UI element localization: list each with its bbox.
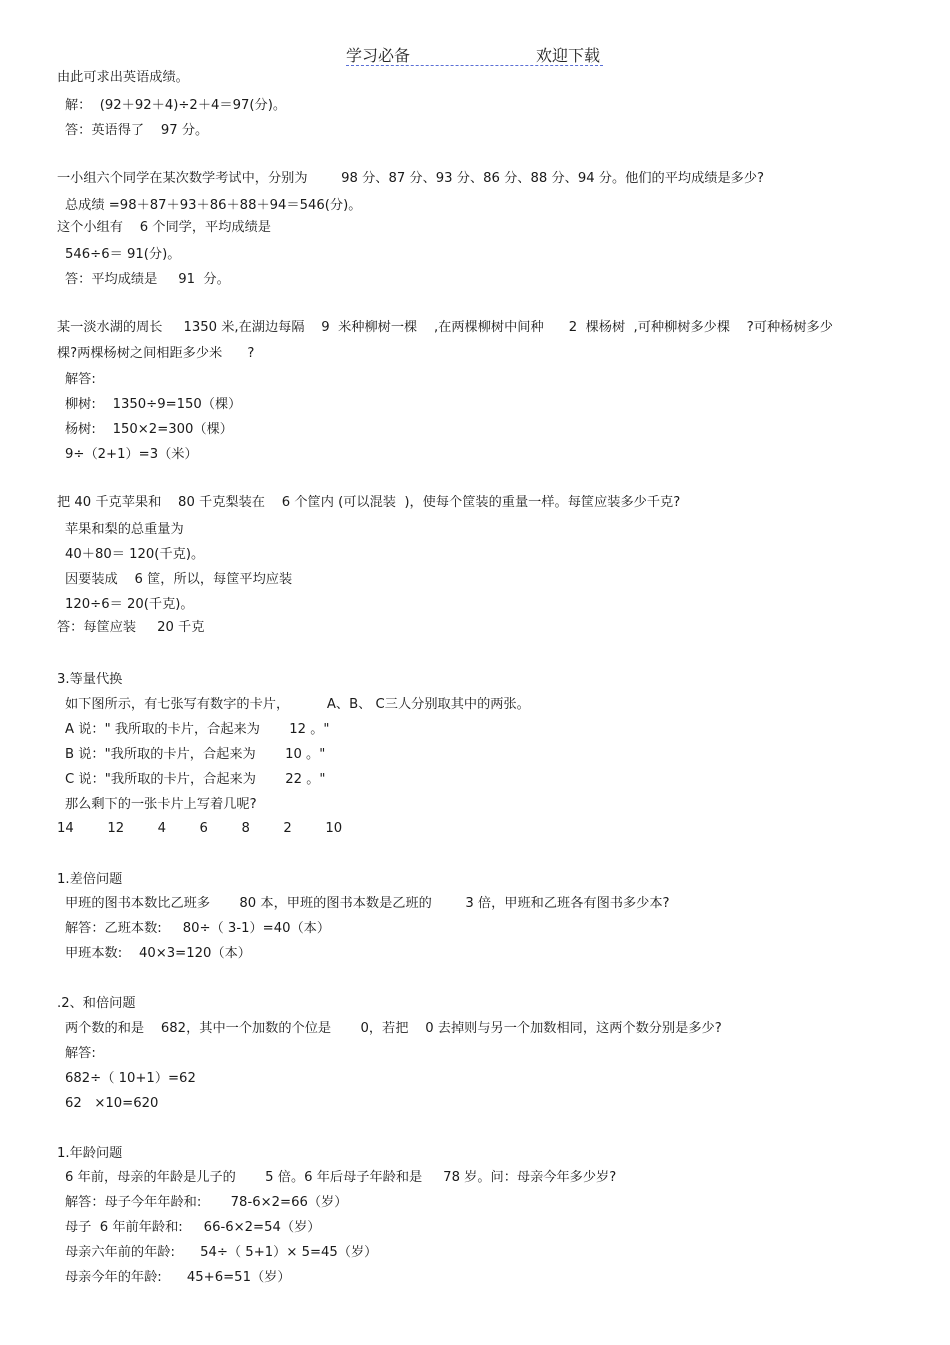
text-line: 某一淡水湖的周长 1350 米,在湖边每隔 9 米种柳树一棵 ,在两棵柳树中间种 2 棵杨树 ,可种柳树多少棵 ?可种杨树多少	[57, 320, 833, 335]
header-right-text: 欢迎下载	[535, 46, 600, 65]
text-line: 682÷（ 10+1）=62	[65, 1071, 196, 1086]
text-line: 杨树: 150×2=300（棵）	[65, 422, 233, 437]
text-line: 解答：母子今年年龄和: 78-6×2=66（岁）	[65, 1195, 348, 1210]
text-line: 解答：乙班本数: 80÷（ 3-1）=40（本）	[65, 921, 331, 936]
text-line: B 说："我所取的卡片，合起来为 10 。"	[65, 747, 326, 762]
text-line: 62 ×10=620	[65, 1096, 159, 1111]
header-left-text: 学习必备	[346, 46, 411, 65]
text-line: 这个小组有 6 个同学，平均成绩是	[57, 220, 271, 235]
text-line: 解： (92＋92＋4)÷2＋4＝97(分)。	[65, 98, 287, 113]
text-line: .2、和倍问题	[57, 996, 136, 1011]
text-line: C 说："我所取的卡片，合起来为 22 。"	[65, 772, 326, 787]
text-line: 40＋80＝ 120(千克)。	[65, 547, 205, 562]
text-line: 甲班的图书本数比乙班多 80 本，甲班的图书本数是乙班的 3 倍，甲班和乙班各有图书多少本?	[65, 896, 670, 911]
text-line: 解答:	[65, 1046, 96, 1061]
page-header	[346, 43, 603, 66]
text-line: 苹果和梨的总重量为	[65, 522, 184, 537]
text-line: 柳树: 1350÷9=150（棵）	[65, 397, 242, 412]
text-line: 由此可求出英语成绩。	[57, 70, 189, 85]
text-line: 14 12 4 6 8 2 10	[57, 821, 343, 836]
text-line: 120÷6＝ 20(千克)。	[65, 597, 194, 612]
text-line: 棵?两棵杨树之间相距多少米 ?	[57, 346, 255, 361]
text-line: 9÷（2+1）=3（米）	[65, 447, 198, 462]
text-line: 如下图所示，有七张写有数字的卡片， A、B、 C三人分别取其中的两张。	[65, 697, 530, 712]
text-line: 母子 6 年前年龄和: 66-6×2=54（岁）	[65, 1220, 321, 1235]
text-line: 把 40 千克苹果和 80 千克梨装在 6 个筐内 (可以混装 )，使每个筐装的重量一样。每筐应装多少千克?	[57, 495, 681, 510]
text-line: 因要装成 6 筐，所以，每筐平均应装	[65, 572, 293, 587]
text-line: 546÷6＝ 91(分)。	[65, 247, 181, 262]
text-line: 母亲今年的年龄: 45+6=51（岁）	[65, 1270, 291, 1285]
text-line: 两个数的和是 682，其中一个加数的个位是 0，若把 0 去掉则与另一个加数相同，这两个数分别是多少?	[65, 1021, 722, 1036]
text-line: 3.等量代换	[57, 672, 123, 687]
text-line: 答：英语得了 97 分。	[65, 123, 209, 138]
text-line: 那么剩下的一张卡片上写着几呢?	[65, 797, 257, 812]
text-line: 1.差倍问题	[57, 872, 123, 887]
text-line: 6 年前，母亲的年龄是儿子的 5 倍。6 年后母子年龄和是 78 岁。问：母亲今年多少岁?	[65, 1170, 617, 1185]
text-line: 答：平均成绩是 91 分。	[65, 272, 230, 287]
text-line: 甲班本数: 40×3=120（本）	[65, 946, 251, 961]
text-line: A 说：" 我所取的卡片，合起来为 12 。"	[65, 722, 330, 737]
text-line: 一小组六个同学在某次数学考试中，分别为 98 分、87 分、93 分、86 分、88 分、94 分。他们的平均成绩是多少?	[57, 171, 765, 186]
text-line: 1.年龄问题	[57, 1146, 123, 1161]
text-line: 母亲六年前的年龄: 54÷（ 5+1）× 5=45（岁）	[65, 1245, 378, 1260]
text-line: 解答:	[65, 372, 96, 387]
text-line: 总成绩 =98＋87＋93＋86＋88＋94＝546(分)。	[65, 198, 362, 213]
text-line: 答：每筐应装 20 千克	[57, 620, 205, 635]
